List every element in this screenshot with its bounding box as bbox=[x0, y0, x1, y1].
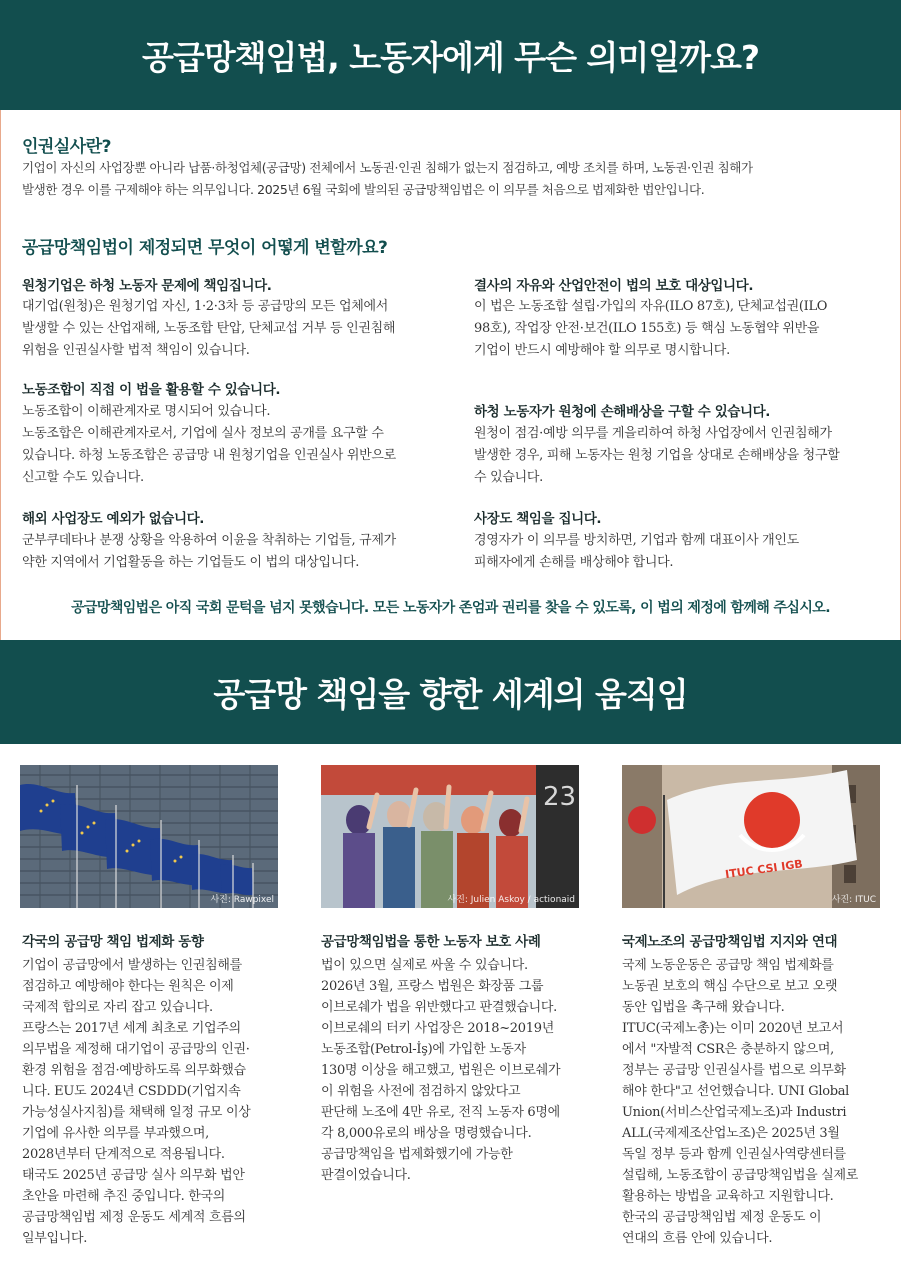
text-line: 2028년부터 단계적으로 적용됩니다. bbox=[22, 1147, 225, 1162]
text-line: 이 위험을 사전에 점검하지 않았다고 bbox=[321, 1084, 521, 1099]
column-title: 각국의 공급망 책임 법제화 동향 bbox=[22, 934, 204, 950]
column-text bbox=[321, 955, 591, 1186]
text-line: 원청이 점검·예방 의무를 게을리하여 하청 사업장에서 인권침해가 bbox=[474, 426, 832, 441]
text-line: 해야 한다"고 선언했습니다. UNI Global bbox=[622, 1084, 850, 1099]
text-line: 의무법을 제정해 대기업이 공급망의 인권· bbox=[22, 1042, 250, 1057]
ituc-flag-image bbox=[622, 765, 880, 908]
intro-heading: 인권실사란? bbox=[22, 137, 111, 157]
change-title: 원청기업은 하청 노동자 문제에 책임집니다. bbox=[22, 278, 272, 294]
text-line: 노동조합이 이해관계자로 명시되어 있습니다. bbox=[22, 404, 271, 419]
text-line: 군부쿠데타나 분쟁 상황을 악용하여 이윤을 착취하는 기업들, 규제가 bbox=[22, 533, 396, 548]
protest-image bbox=[321, 765, 579, 908]
text-line: 국제 노동운동은 공급망 책임 법제화를 bbox=[622, 958, 834, 973]
top-banner bbox=[0, 0, 901, 110]
column-title: 공급망책임법을 통한 노동자 보호 사례 bbox=[321, 934, 541, 950]
flag-text: ITUC CSI IGB bbox=[724, 857, 804, 882]
text-line: 130명 이상을 해고했고, 법원은 이브로쉐가 bbox=[321, 1063, 561, 1078]
text-line: 니다. EU도 2024년 CSDDD(기업지속 bbox=[22, 1084, 241, 1099]
world-banner-title: 공급망 책임을 향한 세계의 움직임 bbox=[213, 674, 688, 714]
text-line: 2026년 3월, 프랑스 법원은 화장품 그룹 bbox=[321, 979, 544, 994]
text-line: ITUC(국제노총)는 이미 2020년 보고서 bbox=[622, 1021, 844, 1036]
text-line: 수 있습니다. bbox=[474, 470, 543, 485]
intro-line: 기업이 자신의 사업장뿐 아니라 납품·하청업체(공급망) 전체에서 노동권·인권 침해가 없는지 점검하고, 예방 조치를 하며, 노동권·인권 침해가 bbox=[22, 160, 753, 175]
text-line: 가능성실사지침)를 채택해 일정 규모 이상 bbox=[22, 1105, 251, 1120]
intro-text bbox=[22, 157, 882, 201]
ituc-flag-photo bbox=[622, 765, 880, 908]
change-title: 노동조합이 직접 이 법을 활용할 수 있습니다. bbox=[22, 382, 281, 398]
text-line: 발생할 수 있는 산업재해, 노동조합 탄압, 단체교섭 거부 등 인권침해 bbox=[22, 321, 396, 336]
text-line: ALL(국제제조산업노조)은 2025년 3월 bbox=[622, 1126, 840, 1141]
column-text bbox=[622, 955, 887, 1249]
text-line: 경영자가 이 의무를 방치하면, 기업과 함께 대표이사 개인도 bbox=[474, 533, 799, 548]
change-text bbox=[474, 296, 884, 362]
text-line: 정부는 공급망 인권실사를 법으로 의무화 bbox=[622, 1063, 846, 1078]
text-line: 위험을 인권실사할 법적 책임이 있습니다. bbox=[22, 343, 250, 358]
text-line: 98호), 작업장 안전·보건(ILO 155호) 등 핵심 노동협약 위반을 bbox=[474, 321, 820, 336]
change-text bbox=[474, 423, 884, 489]
text-line: Union(서비스산업국제노조)과 Industri bbox=[622, 1105, 847, 1120]
text-line: 각 8,000유로의 배상을 명령했습니다. bbox=[321, 1126, 532, 1141]
change-text bbox=[474, 530, 884, 574]
photo-credit: 사진: Julien Askoy / actionaid bbox=[447, 895, 575, 905]
change-text bbox=[22, 401, 442, 489]
text-line: 연대의 흐름 안에 있습니다. bbox=[622, 1231, 773, 1246]
top-banner-title: 공급망책임법, 노동자에게 무슨 의미일까요? bbox=[142, 37, 759, 77]
text-line: 노동권 보호의 핵심 수단으로 보고 오랫 bbox=[622, 979, 838, 994]
text-line: 태국도 2025년 공급망 실사 의무화 법안 bbox=[22, 1168, 245, 1183]
text-line: 기업이 반드시 예방해야 할 의무로 명시합니다. bbox=[474, 343, 730, 358]
text-line: 발생한 경우, 피해 노동자는 원청 기업을 상대로 손해배상을 청구할 bbox=[474, 448, 840, 463]
text-line: 점검하고 예방해야 한다는 원칙은 이제 bbox=[22, 979, 234, 994]
text-line: 대기업(원청)은 원청기업 자신, 1·2·3차 등 공급망의 모든 업체에서 bbox=[22, 299, 388, 314]
text-line: 이브로쉐의 터키 사업장은 2018~2019년 bbox=[321, 1021, 554, 1036]
text-line: 법이 있으면 실제로 싸울 수 있습니다. bbox=[321, 958, 528, 973]
text-line: 프랑스는 2017년 세계 최초로 기업주의 bbox=[22, 1021, 241, 1036]
text-line: 설립해, 노동조합이 공급망책임법을 실제로 bbox=[622, 1168, 858, 1183]
change-title: 사장도 책임을 집니다. bbox=[474, 511, 602, 527]
photo-credit: 사진: ITUC bbox=[831, 895, 876, 905]
text-line: 노동조합(Petrol-İş)에 가입한 노동자 bbox=[321, 1042, 526, 1057]
text-line: 피해자에게 손해를 배상해야 합니다. bbox=[474, 555, 674, 570]
change-title: 해외 사업장도 예외가 없습니다. bbox=[22, 511, 204, 527]
protest-photo bbox=[321, 765, 579, 908]
column-text bbox=[22, 955, 292, 1249]
text-line: 환경 위험을 점검·예방하도록 의무화했습 bbox=[22, 1063, 246, 1078]
text-line: 한국의 공급망책임법 제정 운동도 이 bbox=[622, 1210, 822, 1225]
call-to-action: 공급망책임법은 아직 국회 문턱을 넘지 못했습니다. 모든 노동자가 존엄과 권리를 찾을 수 있도록, 이 법의 제정에 함께해 주십시오. bbox=[71, 600, 830, 616]
change-text bbox=[22, 296, 442, 362]
photo-credit: 사진: Rawpixel bbox=[210, 895, 274, 905]
text-line: 판결이었습니다. bbox=[321, 1168, 411, 1183]
changes-heading: 공급망책임법이 제정되면 무엇이 어떻게 변할까요? bbox=[22, 238, 388, 258]
text-line: 판단해 노조에 4만 유로, 전직 노동자 6명에 bbox=[321, 1105, 560, 1120]
eu-flags-image bbox=[20, 765, 278, 908]
text-line: 있습니다. 하청 노동조합은 공급망 내 원청기업을 인권실사 위반으로 bbox=[22, 448, 396, 463]
change-text bbox=[22, 530, 442, 574]
text-line: 초안을 마련해 추진 중입니다. 한국의 bbox=[22, 1189, 226, 1204]
text-line: 활용하는 방법을 교육하고 지원합니다. bbox=[622, 1189, 834, 1204]
text-line: 독일 정부 등과 함께 인권실사역량센터를 bbox=[622, 1147, 846, 1162]
text-line: 에서 "자발적 CSR은 충분하지 않으며, bbox=[622, 1042, 834, 1057]
text-line: 이 법은 노동조합 설립·가입의 자유(ILO 87호), 단체교섭권(ILO bbox=[474, 299, 828, 314]
text-line: 이브로쉐가 법을 위반했다고 판결했습니다. bbox=[321, 1000, 557, 1015]
world-banner bbox=[0, 640, 901, 744]
text-line: 국제적 합의로 자리 잡고 있습니다. bbox=[22, 1000, 213, 1015]
text-line: 노동조합은 이해관계자로서, 기업에 실사 정보의 공개를 요구할 수 bbox=[22, 426, 384, 441]
eu-flags-photo bbox=[20, 765, 278, 908]
column-title: 국제노조의 공급망책임법 지지와 연대 bbox=[622, 934, 838, 950]
text-line: 일부입니다. bbox=[22, 1231, 88, 1246]
intro-line: 발생한 경우 이를 구제해야 하는 의무입니다. 2025년 6월 국회에 발의된 공급망책임법은 이 의무를 처음으로 법제화한 법안입니다. bbox=[22, 182, 705, 197]
text-line: 약한 지역에서 기업활동을 하는 기업들도 이 법의 대상입니다. bbox=[22, 555, 360, 570]
change-title: 결사의 자유와 산업안전이 법의 보호 대상입니다. bbox=[474, 278, 754, 294]
text-line: 동안 입법을 촉구해 왔습니다. bbox=[622, 1000, 785, 1015]
text-line: 신고할 수도 있습니다. bbox=[22, 470, 144, 485]
sign-number: 23 bbox=[543, 782, 577, 812]
text-line: 기업에 유사한 의무를 부과했으며, bbox=[22, 1126, 209, 1141]
change-title: 하청 노동자가 원청에 손해배상을 구할 수 있습니다. bbox=[474, 404, 770, 420]
text-line: 공급망책임을 법제화했기에 가능한 bbox=[321, 1147, 513, 1162]
text-line: 공급망책임법 제정 운동도 세계적 흐름의 bbox=[22, 1210, 246, 1225]
text-line: 기업이 공급망에서 발생하는 인권침해를 bbox=[22, 958, 242, 973]
